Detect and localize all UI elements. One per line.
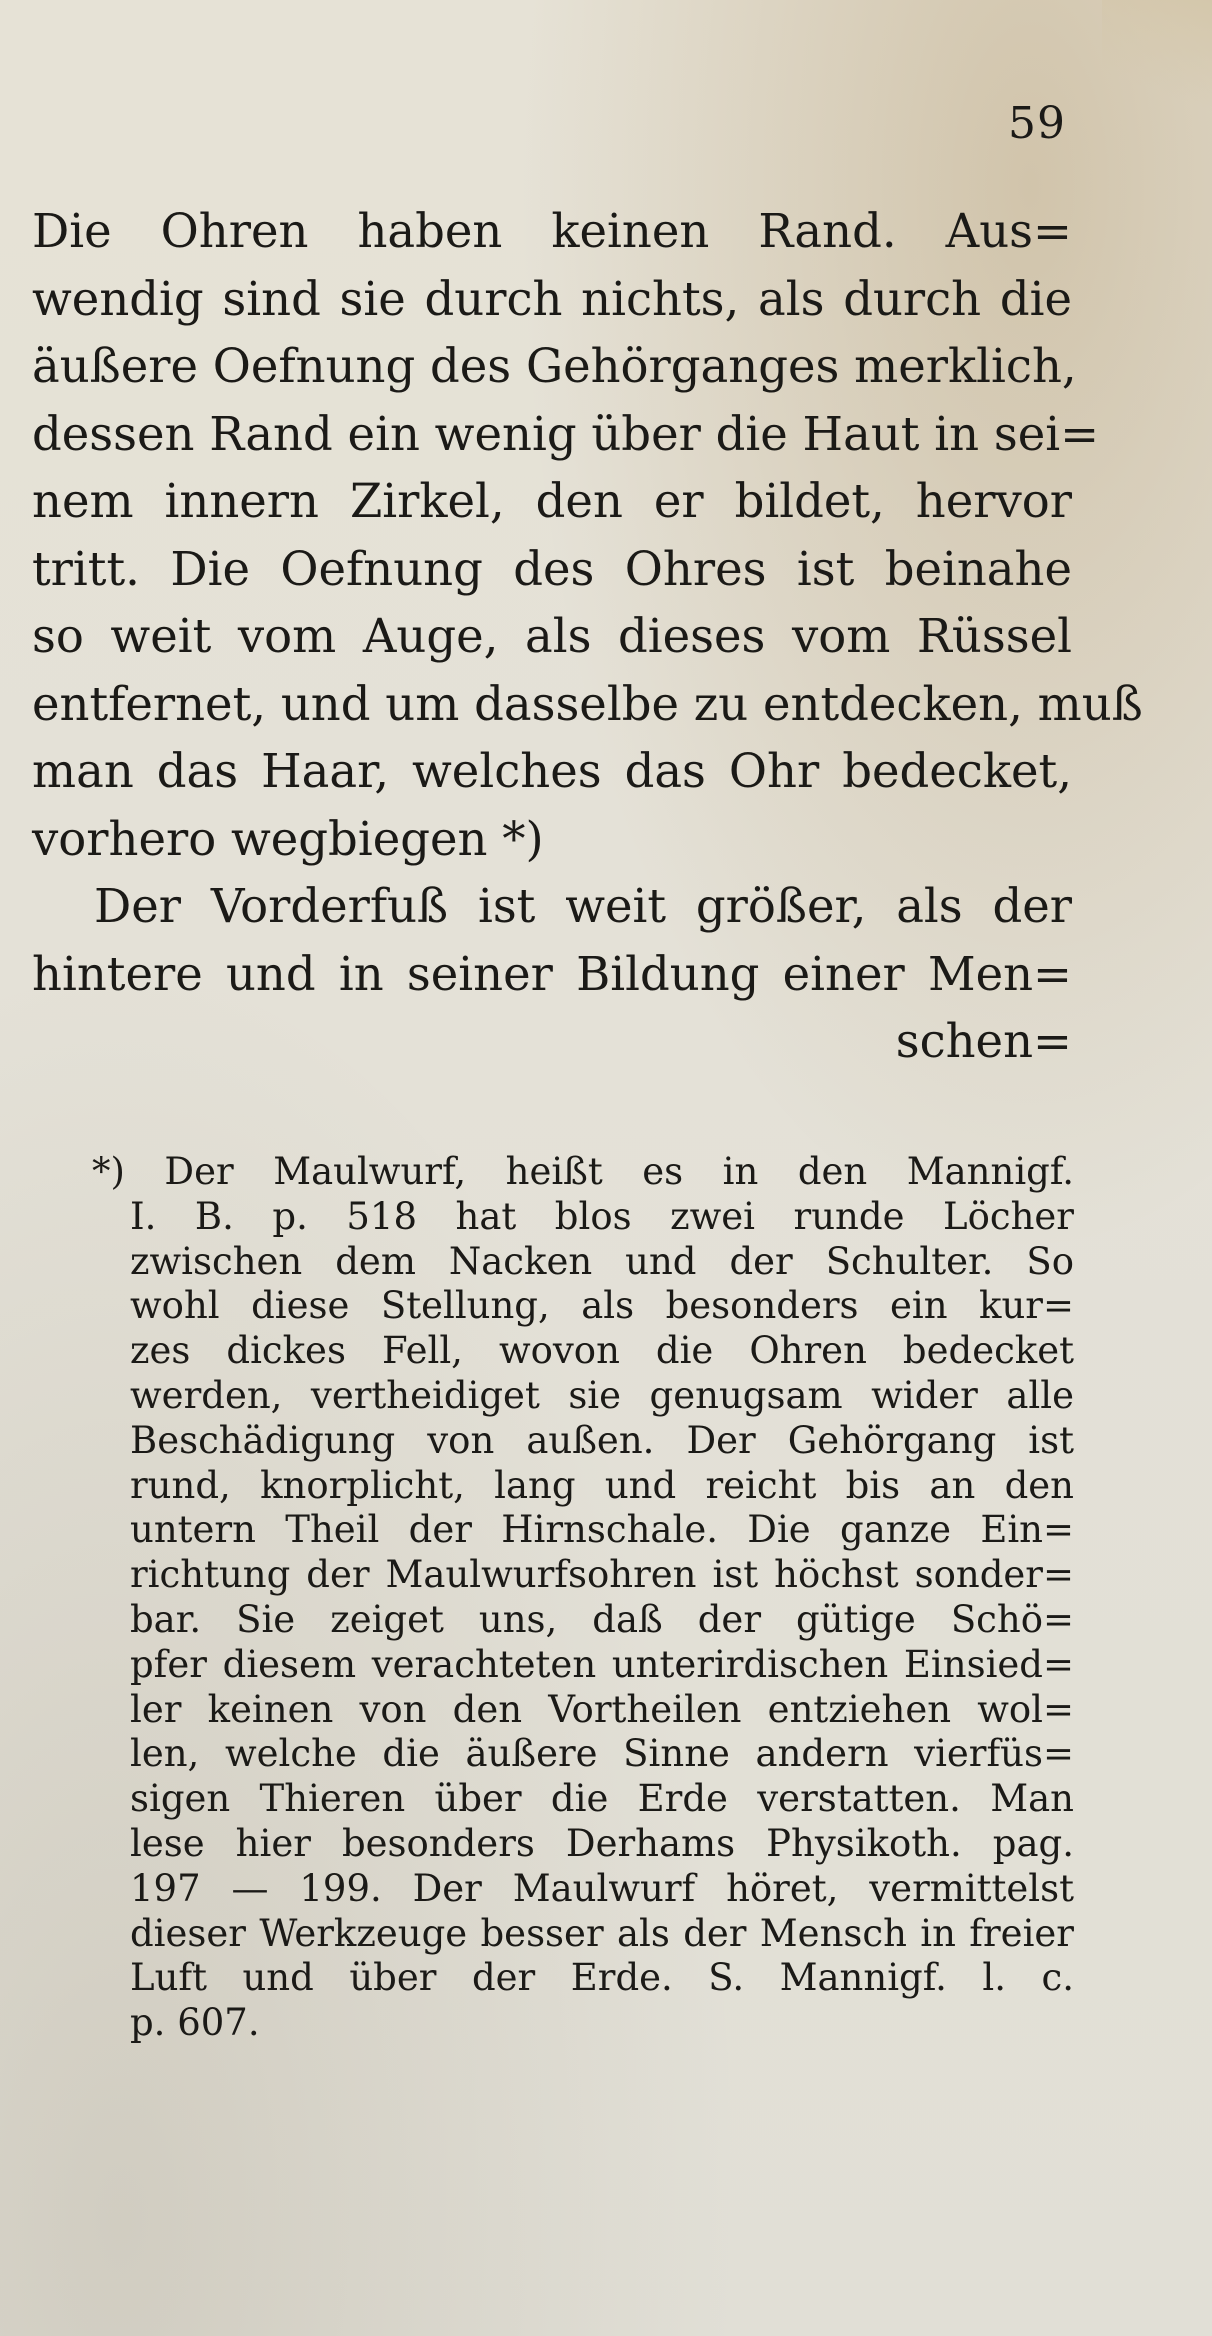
footnote-line: werden, vertheidiget sie genugsam wider alle	[130, 1373, 1074, 1417]
footnote-line: rund, knorplicht, lang und reicht bis an den	[130, 1463, 1074, 1507]
footnote-line: sigen Thieren über die Erde verstatten. Man	[130, 1777, 1074, 1821]
page-edge-wear	[1102, 0, 1212, 120]
footnote-line: *) Der Maulwurf, heißt es in den Mannigf.	[92, 1150, 1074, 1193]
footnote-line: zwischen dem Nacken und der Schulter. So	[130, 1239, 1074, 1283]
page-number: 59	[1008, 98, 1066, 149]
footnote-line: Beschädigung von außen. Der Gehörgang ist	[130, 1418, 1074, 1462]
text-line: äußere Oefnung des Gehörganges merklich,	[32, 339, 1077, 393]
footnote-line: I. B. p. 518 hat blos zwei runde Löcher	[130, 1194, 1074, 1238]
footnote-line: 197 — 199. Der Maulwurf höret, vermittelst	[130, 1866, 1074, 1910]
footnote-line: untern Theil der Hirnschale. Die ganze Ein=	[130, 1508, 1074, 1552]
text-line: tritt. Die Oefnung des Ohres ist beinahe	[32, 541, 1072, 596]
text-line: dessen Rand ein wenig über die Haut in sei=	[32, 406, 1100, 461]
text-line: vorhero wegbiegen *)	[32, 811, 544, 866]
text-line: so weit vom Auge, als dieses vom Rüssel	[32, 609, 1072, 663]
footnote-line: ler keinen von den Vortheilen entziehen wol=	[130, 1687, 1074, 1731]
footnote-line: bar. Sie zeiget uns, daß der gütige Schö=	[130, 1597, 1074, 1641]
main-text-block	[32, 198, 1143, 1076]
footnote-line: len, welche die äußere Sinne andern vierfüs=	[130, 1732, 1074, 1776]
footnote-block	[92, 1150, 1074, 2046]
text-line: wendig sind sie durch nichts, als durch die	[32, 271, 1072, 326]
footnote-line: pfer diesem verachteten unterirdischen Einsied=	[130, 1642, 1074, 1686]
footnote-line: lese hier besonders Derhams Physikoth. pag.	[130, 1821, 1074, 1865]
footnote-line: richtung der Maulwurfsohren ist höchst sonder=	[130, 1553, 1074, 1597]
text-line: hintere und in seiner Bildung einer Men=	[32, 946, 1072, 1001]
footnote-line: Luft und über der Erde. S. Mannigf. l. c.	[130, 1956, 1074, 2000]
text-line: nem innern Zirkel, den er bildet, hervor	[32, 474, 1072, 528]
text-line: entfernet, und um dasselbe zu entdecken, muß	[32, 676, 1143, 731]
text-line: Die Ohren haben keinen Rand. Aus=	[32, 204, 1072, 258]
footnote-line: p. 607.	[130, 2001, 260, 2045]
footnote-line: wohl diese Stellung, als besonders ein kur=	[130, 1284, 1074, 1328]
footnote-line: dieser Werkzeuge besser als der Mensch in freier	[130, 1911, 1074, 1955]
text-line: man das Haar, welches das Ohr bedecket,	[32, 744, 1072, 798]
catchword: schen=	[895, 1014, 1072, 1068]
footnote-line: zes dickes Fell, wovon die Ohren bedecket	[130, 1329, 1074, 1373]
text-line: Der Vorderfuß ist weit größer, als der	[94, 879, 1072, 933]
